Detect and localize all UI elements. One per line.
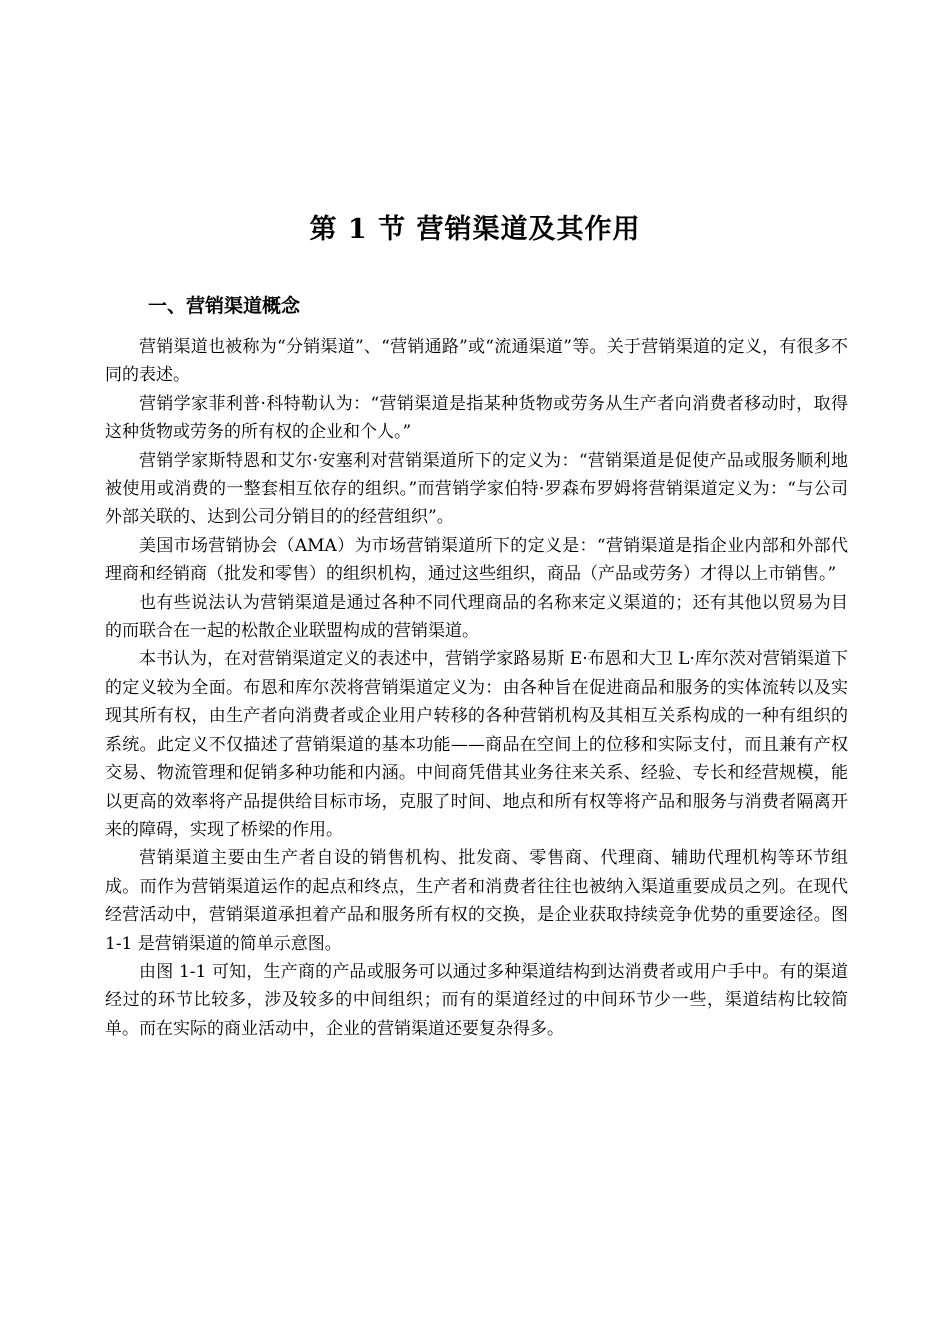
paragraph-ama-definition: 美国市场营销协会（AMA）为市场营销渠道所下的定义是：“营销渠道是指企业内部和外部代理商和经销商（批发和零售）的组织机构，通过这些组织，商品（产品或劳务）才得以上市销售。” bbox=[105, 535, 848, 585]
paragraph-definition-intro: 营销渠道也被称为“分销渠道”、“营销通路”或“流通渠道”等。关于营销渠道的定义，有很多不同的表述。 bbox=[105, 337, 848, 386]
section-heading: 一、营销渠道概念 bbox=[148, 295, 301, 317]
paragraph-figure-explanation: 由图 1-1 可知，生产商的产品或服务可以通过多种渠道结构到达消费者或用户手中。有的渠道经过的环节比较多，涉及较多的中间组织；而有的渠道经过的中间环节少一些，渠道结构比较简单。而在实际的商业活动中，企业的营销渠道还要复杂得多。 bbox=[105, 961, 848, 1039]
body-text bbox=[105, 333, 848, 1043]
paragraph-other-views: 也有些说法认为营销渠道是通过各种不同代理商品的名称来定义渠道的；还有其他以贸易为目的而联合在一起的松散企业联盟构成的营销渠道。 bbox=[105, 592, 848, 642]
paragraph-channel-members: 营销渠道主要由生产者自设的销售机构、批发商、零售商、代理商、辅助代理机构等环节组成。而作为营销渠道运作的起点和终点，生产者和消费者往往也被纳入渠道重要成员之列。在现代经营活动中，营销渠道承担着产品和服务所有权的交换，是企业获取持续竞争优势的重要途径。图 1-1 是营销渠道的简单示意图。 bbox=[105, 848, 848, 954]
paragraph-boone-kurtz-definition: 本书认为，在对营销渠道定义的表述中，营销学家路易斯 E·布恩和大卫 L·库尔茨对营销渠道下的定义较为全面。布恩和库尔茨将营销渠道定义为：由各种旨在促进商品和服务的实体流转以及实现其所有权，由生产者向消费者或企业用户转移的各种营销机构及其相互关系构成的一种有组织的系统。此定义不仅描述了营销渠道的基本功能——商品在空间上的位移和实际支付，而且兼有产权交易、物流管理和促销多种功能和内涵。中间商凭借其业务往来关系、经验、专长和经营规模，能以更高的效率将产品提供给目标市场，克服了时间、地点和所有权等将产品和服务与消费者隔离开来的障碍，实现了桥梁的作用。 bbox=[105, 649, 848, 840]
paragraph-kotler-definition: 营销学家菲利普·科特勒认为：“营销渠道是指某种货物或劳务从生产者向消费者移动时，取得这种货物或劳务的所有权的企业和个人。” bbox=[105, 393, 848, 443]
chapter-title: 第 1 节 营销渠道及其作用 bbox=[309, 214, 641, 245]
paragraph-stern-definition: 营销学家斯特恩和艾尔·安塞利对营销渠道所下的定义为：“营销渠道是促使产品或服务顺利地被使用或消费的一整套相互依存的组织。”而营销学家伯特·罗森布罗姆将营销渠道定义为：“与公司外部关联的、达到公司分销目的的经营组织”。 bbox=[105, 450, 848, 528]
